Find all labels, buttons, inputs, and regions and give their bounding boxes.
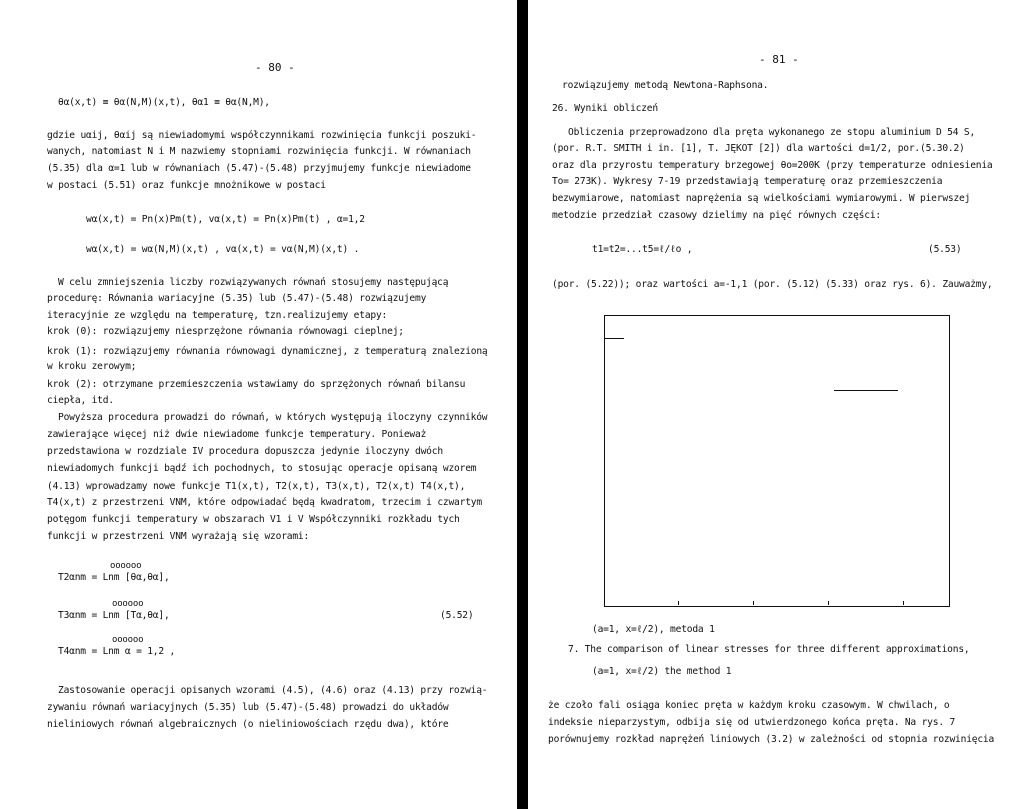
text-line: ciepła, itd. (47, 395, 114, 406)
equation-weight-functions: wα(x,t) = Pn(x)Pm(t), vα(x,t) = Pn(x)Pm(t) , α=1,2 (86, 214, 365, 225)
operator-superscript: oooooo (112, 635, 144, 645)
text-line: że czoło fali osiąga koniec pręta w każdym kroku czasowym. W chwilach, o (548, 700, 950, 711)
equation-t4: T4αnm = Lnm α = 1,2 , (58, 646, 176, 657)
equation-t2: T2αnm = Lnm [θα,θα], (58, 572, 170, 583)
text-line: (por. (5.22)); oraz wartości a=-1,1 (por. (5.12) (5.33) oraz rys. 6). Zauważmy, (552, 279, 993, 290)
text-line: wanych, natomiast N i M nazwiemy stopniami rozwinięcia funkcji. W równaniach (47, 146, 471, 157)
text-line: indeksie nieparzystym, odbija się od utwierdzonego końca pręta. Na rys. 7 (548, 717, 956, 728)
text-line: zywaniu równań wariacyjnych (5.35) lub (5.47)-(5.48) prowadzi do układów (47, 702, 449, 713)
equation-t3: T3αnm = Lnm [Tα,θα], (58, 610, 170, 621)
text-line: bezwymiarowe, natomiast naprężenia są wielkościami wymiarowymi. W pierwszej (552, 193, 971, 204)
figure-tick (678, 601, 679, 605)
equation-number-5-52: (5.52) (440, 610, 474, 621)
text-line: zawierające więcej niż dwie niewiadome funkcje temperatury. Ponieważ (47, 429, 427, 440)
text-line: oraz dla przyrostu temperatury brzegowej θo=200K (przy temperaturze odniesienia (552, 160, 993, 171)
text-line: przedstawiona w rozdziale IV procedura dopuszcza jedynie iloczyny dwóch (47, 446, 443, 457)
text-line: iteracyjnie ze względu na temperaturę, tzn.realizujemy etapy: (47, 310, 388, 321)
text-line: funkcji w przestrzeni VNM wyrażają się wzorami: (47, 531, 310, 542)
text-line: T4(x,t) z przestrzeni VNM, które odpowiadać będą kwadratom, trzecim i czwartym (47, 497, 482, 508)
text-line: procedurę: Równania wariacyjne (5.35) lub (5.47)-(5.48) rozwiązujemy (47, 293, 427, 304)
page-number-80: - 80 - (255, 61, 295, 74)
figure-7-plot-frame (604, 315, 950, 607)
figure-tick (828, 601, 829, 605)
text-line: rozwiązujemy metodą Newtona-Raphsona. (562, 80, 769, 91)
figure-tick (753, 601, 754, 605)
text-line: w kroku zerowym; (47, 361, 137, 372)
right-page (528, 0, 1024, 809)
section-heading: 26. Wyniki obliczeń (552, 103, 658, 114)
operator-superscript: oooooo (110, 561, 142, 571)
text-line: krok (1): rozwiązujemy równania równowagi dynamicznej, z temperaturą znalezioną (47, 346, 488, 357)
text-line: (5.35) dla α=1 lub w równaniach (5.47)-(5.48) przyjmujemy funkcje niewiadome (47, 163, 471, 174)
operator-superscript: oooooo (112, 599, 144, 609)
text-line: potęgom funkcji temperatury w obszarach V1 i V Współczynniki rozkładu tych (47, 514, 460, 525)
figure-legend-line (834, 390, 898, 391)
text-line: metodzie przedział czasowy dzielimy na pięć równych części: (552, 210, 881, 221)
page-number-81: - 81 - (759, 53, 799, 66)
text-line: nieliniowych równań algebraicznych (o nieliniowościach rzędu dwa), które (47, 719, 449, 730)
text-line: Obliczenia przeprowadzono dla pręta wykonanego ze stopu aluminium D 54 S, (568, 127, 976, 138)
text-line: krok (0): rozwiązujemy niesprzężone równania równowagi cieplnej; (47, 326, 404, 337)
equation-time-steps: t1=t2=...t5=ℓ/ℓo , (592, 244, 693, 255)
figure-caption-english-sub: (a=1, x=ℓ/2) the method 1 (592, 666, 732, 677)
text-line: gdzie uαij, θαij są niewiadomymi współczynnikami rozwinięcia funkcji poszuki- (47, 130, 477, 141)
text-line: niewiadomych funkcji bądź ich pochodnych, to stosując operacje opisaną wzorem (47, 463, 477, 474)
text-line: (4.13) wprowadzamy nowe funkcje T1(x,t), T2(x,t), T3(x,t), T2(x,t) T4(x,t), (47, 481, 466, 492)
text-line: w postaci (5.51) oraz funkcje mnożnikowe w postaci (47, 180, 326, 191)
text-line: porównujemy rozkład naprężeń liniowych (3.2) w zależności od stopnia rozwinięcia (548, 734, 995, 745)
equation-number-5-53: (5.53) (928, 244, 962, 255)
figure-caption-polish: (a=1, x=ℓ/2), metoda 1 (592, 624, 715, 635)
text-line: To= 273K). Wykresy 7-19 przedstawiają temperaturę oraz przemieszczenia (552, 176, 943, 187)
figure-caption-english: 7. The comparison of linear stresses for three different approximations, (568, 644, 970, 655)
text-line: Zastosowanie operacji opisanych wzorami (4.5), (4.6) oraz (4.13) przy rozwią- (58, 685, 488, 696)
text-line: krok (2): otrzymane przemieszczenia wstawiamy do sprzężonych równań bilansu (47, 379, 466, 390)
text-line: Powyższa procedura prowadzi do równań, w których występują iloczyny czynników (58, 412, 488, 423)
figure-axis-mark (604, 338, 624, 339)
text-line: W celu zmniejszenia liczby rozwiązywanych równań stosujemy następującą (58, 277, 449, 288)
equation-theta-definition: θα(x,t) ≡ θα(N,M)(x,t), θα1 ≡ θα(N,M), (58, 97, 270, 108)
figure-tick (903, 601, 904, 605)
equation-weight-functions-nm: wα(x,t) = wα(N,M)(x,t) , vα(x,t) = vα(N,M)(x,t) . (86, 244, 360, 255)
page-gutter (517, 0, 528, 809)
text-line: (por. R.T. SMITH i in. [1], T. JĘKOT [2]) dla wartości d=1/2, por.(5.30.2) (552, 143, 965, 154)
